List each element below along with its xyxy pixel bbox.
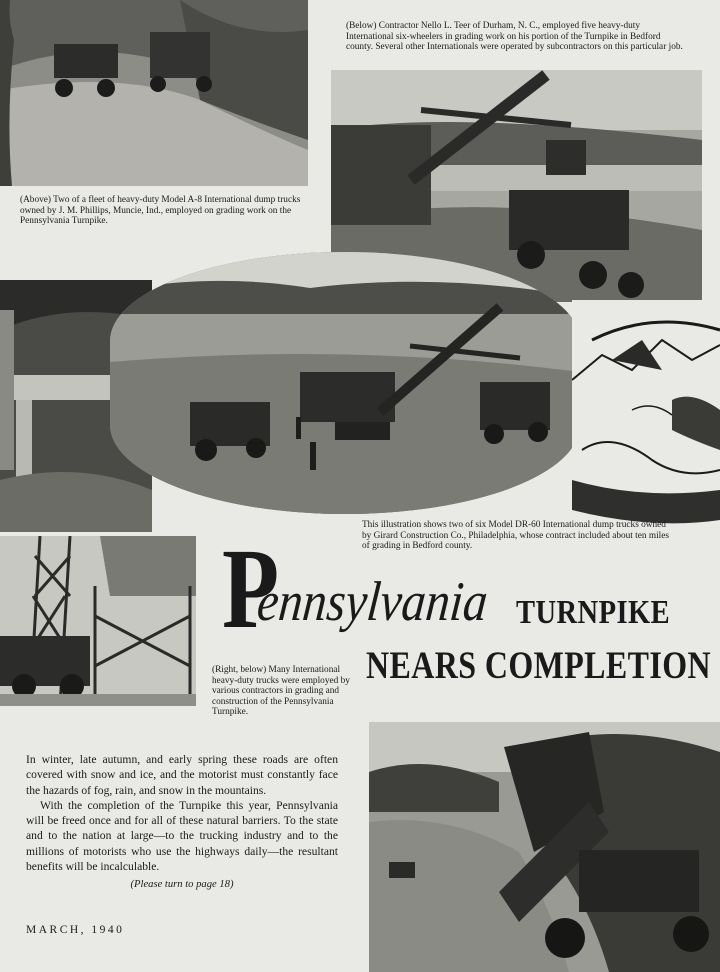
continued-note: (Please turn to page 18) (130, 879, 234, 891)
illustration-mountains-right (572, 300, 720, 550)
body-paragraph-1: In winter, late autumn, and early spring these roads are often covered with snow and ice, and the motorist must constantly face the hazards of fog, rain, and snow in the mountains. (26, 753, 338, 797)
caption-above: (Above) Two of a fleet of heavy-duty Model A-8 International dump trucks owned by J. M. Phillips, Muncie, Ind., employed on grading work on the Pennsylvania Turnpike. (20, 195, 301, 227)
caption-below: (Below) Contractor Nello L. Teer of Durham, N. C., employed five heavy-duty International six-wheelers in grading work on his portion of the Turnpike in Bedford county. Several other Internationals were operated by subcontractors on this particular job. (346, 21, 683, 53)
body-paragraph-2: With the completion of the Turnpike this year, Pennsylvania will be freed once and for all of these natural barriers. To the state and to the nation at large—to the trucking industry and to the millions of motorists who use the highways daily—the resultant benefits will be incalculable. (26, 798, 338, 874)
title-initial: P (222, 525, 278, 652)
issue-folio: MARCH, 1940 (26, 924, 125, 936)
title-nears-completion: NEARS COMPLETION (366, 644, 712, 687)
title-script: ennsylvania (254, 571, 491, 633)
caption-right-below: (Right, below) Many International heavy-duty trucks were employed by various contractors in grading and construction of the Pennsylvania Turnpike. (212, 665, 350, 718)
title-turnpike: TURNPIKE (516, 594, 671, 631)
photo-tipping-dump-truck (369, 722, 720, 972)
article-body (26, 752, 338, 893)
caption-center: This illustration shows two of six Model DR-60 International dump trucks owned by Girard Construction Co., Philadelphia, whose contract included about ten miles of grading in Bedford county. (362, 520, 669, 552)
photo-center-excavation (110, 252, 580, 514)
photo-tower-truck-left (0, 536, 196, 706)
photo-dump-trucks-top-left (0, 0, 308, 186)
